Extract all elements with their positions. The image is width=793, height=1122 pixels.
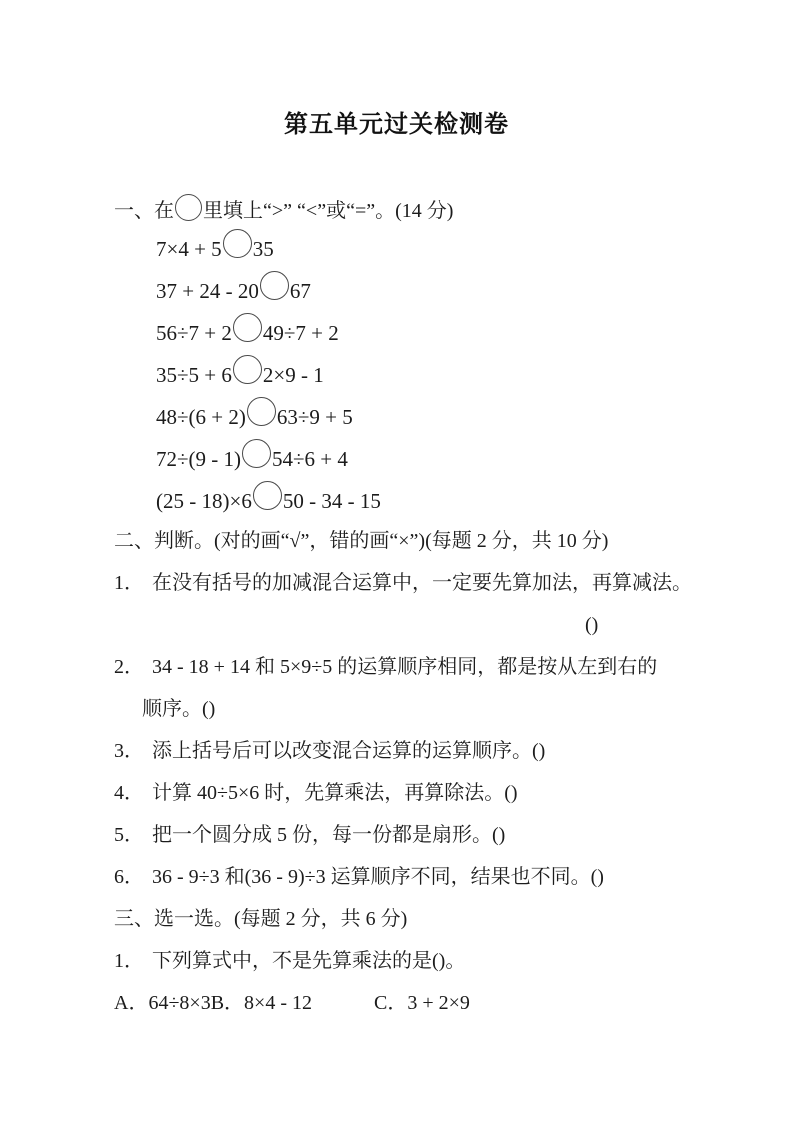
answer-circle	[175, 194, 202, 221]
item-number: 1．	[114, 572, 144, 594]
expression-left: (25 - 18)×6	[156, 489, 252, 513]
comparison-item	[156, 438, 793, 480]
item-text: 添上括号后可以改变混合运算的运算顺序。()	[152, 740, 546, 762]
answer-circle	[242, 439, 271, 468]
comparison-item	[156, 480, 793, 522]
comparison-item	[156, 270, 793, 312]
section2-heading: 二、判断。(对的画“√”，错的画“×”)(每题 2 分，共 10 分)	[114, 530, 609, 552]
page-title: 第五单元过关检测卷	[284, 111, 509, 138]
comparison-list	[156, 228, 793, 522]
item-text: 把一个圆分成 5 份，每一份都是扇形。()	[152, 824, 506, 846]
item-number: 4．	[114, 782, 144, 804]
option-b: B．8×4 - 12	[210, 992, 312, 1014]
judge-item-2-continuation	[114, 688, 793, 730]
expression-right: 49÷7 + 2	[262, 321, 339, 345]
comparison-item	[156, 396, 793, 438]
judge-item-4	[114, 772, 793, 814]
answer-parentheses: ()	[585, 614, 599, 636]
item-text: 34 - 18 + 14 和 5×9÷5 的运算顺序相同，都是按从左到右的	[152, 656, 658, 678]
expression-left: 48÷(6 + 2)	[156, 405, 246, 429]
item-text: 下列算式中，不是先算乘法的是()。	[152, 950, 466, 972]
expression-right: 35	[252, 237, 274, 261]
item-text: 计算 40÷5×6 时，先算乘法，再算除法。()	[152, 782, 518, 804]
answer-circle	[223, 229, 252, 258]
item-text: 36 - 9÷3 和(36 - 9)÷3 运算顺序不同，结果也不同。()	[152, 866, 604, 888]
expression-right: 50 - 34 - 15	[282, 489, 381, 513]
expression-left: 37 + 24 - 20	[156, 279, 259, 303]
expression-right: 2×9 - 1	[262, 363, 324, 387]
choice-question-1	[114, 940, 793, 982]
judge-item-1	[114, 562, 793, 604]
option-a: A．64÷8×3	[114, 992, 211, 1014]
section1-heading	[114, 194, 793, 224]
expression-right: 67	[289, 279, 311, 303]
expression-left: 72÷(9 - 1)	[156, 447, 242, 471]
judge-item-1-answer-blank	[114, 604, 793, 646]
judge-item-5	[114, 814, 793, 856]
expression-right: 63÷9 + 5	[276, 405, 353, 429]
section1-heading-prefix: 一、在	[114, 200, 174, 222]
judge-list	[114, 562, 793, 1024]
answer-circle	[233, 313, 262, 342]
item-text: 顺序。()	[142, 698, 216, 720]
answer-circle	[260, 271, 289, 300]
expression-left: 7×4 + 5	[156, 237, 222, 261]
item-number: 6．	[114, 866, 144, 888]
expression-left: 56÷7 + 2	[156, 321, 232, 345]
judge-item-6	[114, 856, 793, 898]
expression-left: 35÷5 + 6	[156, 363, 232, 387]
comparison-item	[156, 228, 793, 270]
judge-item-3	[114, 730, 793, 772]
item-number: 3．	[114, 740, 144, 762]
section3-heading: 三、选一选。(每题 2 分，共 6 分)	[114, 908, 408, 930]
comparison-item	[156, 354, 793, 396]
answer-circle	[233, 355, 262, 384]
judge-item-2	[114, 646, 793, 688]
choice-options-row	[114, 982, 793, 1024]
comparison-item	[156, 312, 793, 354]
answer-circle	[247, 397, 276, 426]
option-c: C．3 + 2×9	[373, 992, 470, 1014]
item-text: 在没有括号的加减混合运算中，一定要先算加法，再算减法。	[152, 572, 692, 594]
item-number: 2．	[114, 656, 144, 678]
answer-circle	[253, 481, 282, 510]
expression-right: 54÷6 + 4	[272, 447, 348, 471]
item-number: 1．	[114, 950, 144, 972]
section1-heading-suffix: 里填上“>” “<”或“=”。(14 分)	[203, 200, 454, 222]
item-number: 5．	[114, 824, 144, 846]
